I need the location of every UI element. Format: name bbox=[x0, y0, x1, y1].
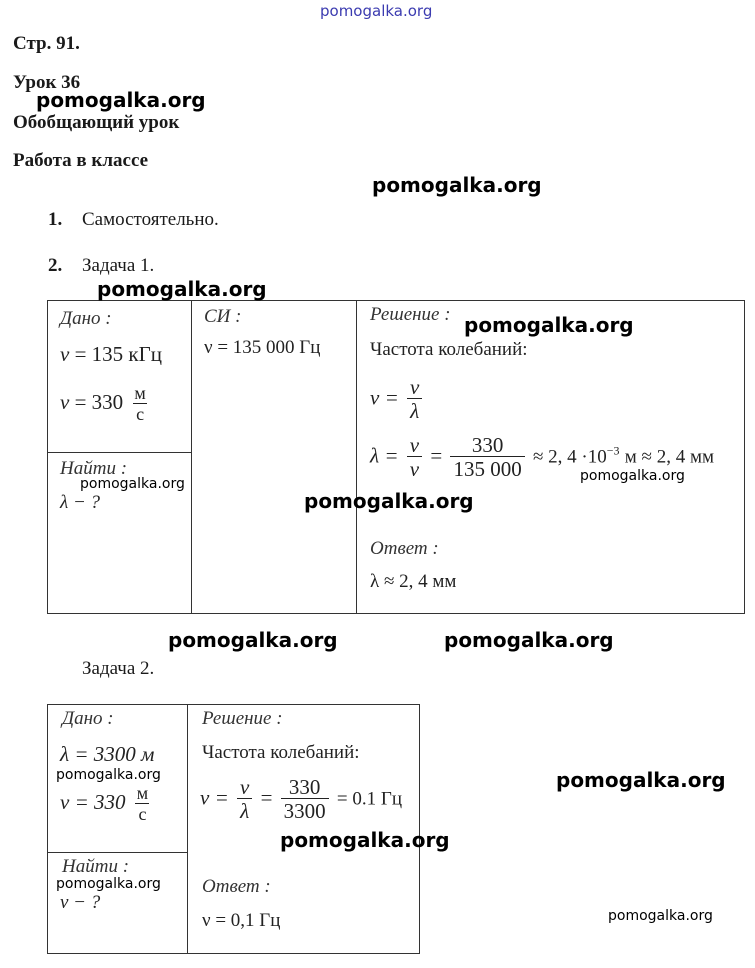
task1-formula-1 bbox=[370, 376, 425, 423]
task1-nu bbox=[60, 342, 162, 367]
task1-answer-value: λ ≈ 2, 4 мм bbox=[370, 571, 457, 592]
item2-number: 2. bbox=[48, 255, 63, 276]
task2-v-unit bbox=[134, 784, 151, 825]
watermark-top: pomogalka.org bbox=[320, 2, 433, 20]
formula2-lhs: λ = bbox=[370, 443, 399, 468]
formula2-den1: ν bbox=[407, 456, 422, 481]
formula2-approx: ≈ 2, 4 ·10 bbox=[532, 446, 607, 468]
watermark: pomogalka.org bbox=[608, 908, 713, 924]
task2-solution-label: Решение : bbox=[202, 708, 283, 729]
watermark: pomogalka.org bbox=[97, 277, 267, 301]
task2-find-label: Найти : bbox=[62, 856, 130, 877]
watermark: pomogalka.org bbox=[280, 828, 450, 852]
task2-lambda: λ = 3300 м bbox=[60, 742, 155, 766]
task1-given-divider bbox=[47, 452, 192, 453]
watermark: pomogalka.org bbox=[556, 768, 726, 792]
formula2-exp: −3 bbox=[606, 443, 620, 458]
item1-text: Самостоятельно. bbox=[82, 209, 219, 230]
task1-speed bbox=[60, 384, 152, 425]
lesson-title: Обобщающий урок bbox=[13, 112, 180, 133]
task1-si-value: ν = 135 000 Гц bbox=[204, 337, 321, 358]
task1-find-value: λ − ? bbox=[60, 492, 101, 513]
nu-symbol: ν bbox=[60, 342, 70, 366]
formula1-lhs: ν = bbox=[370, 385, 399, 410]
task2-divider bbox=[187, 704, 188, 953]
item1-number: 1. bbox=[48, 209, 63, 230]
formula1-den: λ bbox=[407, 398, 422, 423]
task2-answer-label: Ответ : bbox=[202, 876, 271, 897]
section-title: Работа в классе bbox=[13, 150, 149, 171]
task1-divider-1 bbox=[191, 300, 192, 613]
watermark: pomogalka.org bbox=[56, 767, 161, 783]
watermark: pomogalka.org bbox=[168, 628, 338, 652]
v-value: = 330 bbox=[74, 390, 124, 415]
formula2-fraction2 bbox=[450, 434, 524, 481]
watermark: pomogalka.org bbox=[372, 173, 542, 197]
task2-formula-eq: = bbox=[260, 785, 273, 810]
task2-unit-den: с bbox=[135, 803, 149, 825]
formula2-fraction1 bbox=[407, 434, 422, 481]
task2-answer-value: ν = 0,1 Гц bbox=[202, 910, 281, 931]
task2-formula-result: = 0.1 Гц bbox=[336, 788, 403, 810]
task2-find-value: ν − ? bbox=[60, 892, 101, 913]
task2-formula-num1: v bbox=[240, 775, 250, 799]
task2-formula-fraction1 bbox=[237, 776, 252, 823]
task1-answer-label: Ответ : bbox=[370, 538, 439, 559]
unit-den: с bbox=[133, 403, 147, 425]
task1-solution-label: Решение : bbox=[370, 304, 451, 325]
task2-formula-lhs: ν = bbox=[200, 785, 229, 810]
watermark: pomogalka.org bbox=[464, 313, 634, 337]
v-symbol: v bbox=[60, 390, 70, 415]
watermark: pomogalka.org bbox=[304, 489, 474, 513]
item2-text: Задача 1. bbox=[82, 255, 155, 276]
task1-find-label: Найти : bbox=[60, 458, 128, 479]
lesson-number: Урок 36 bbox=[13, 72, 81, 93]
formula2-num2: 330 bbox=[471, 433, 504, 457]
v-unit bbox=[131, 384, 148, 425]
formula1-fraction bbox=[407, 376, 422, 423]
task2-title: Задача 2. bbox=[82, 658, 155, 679]
formula1-num: v bbox=[410, 375, 420, 399]
task2-formula bbox=[200, 776, 402, 823]
task1-given-label: Дано : bbox=[60, 308, 112, 329]
task2-formula-fraction2 bbox=[281, 776, 329, 823]
watermark: pomogalka.org bbox=[36, 88, 206, 112]
page-number: Стр. 91. bbox=[13, 33, 80, 54]
task2-formula-num2: 330 bbox=[288, 775, 321, 799]
nu-value: = 135 кГц bbox=[74, 342, 163, 366]
watermark: pomogalka.org bbox=[56, 876, 161, 892]
unit-num: м bbox=[134, 383, 146, 403]
task2-v-value: v = 330 bbox=[60, 790, 126, 815]
task2-given-divider bbox=[47, 852, 188, 853]
task2-given-label: Дано : bbox=[62, 708, 114, 729]
watermark: pomogalka.org bbox=[444, 628, 614, 652]
task2-solution-text: Частота колебаний: bbox=[202, 742, 360, 763]
watermark: pomogalka.org bbox=[80, 476, 185, 492]
formula2-eq: = bbox=[430, 443, 443, 468]
task2-speed bbox=[60, 784, 154, 825]
watermark: pomogalka.org bbox=[580, 468, 685, 484]
formula2-num1: v bbox=[409, 433, 420, 457]
formula2-den2: 135 000 bbox=[450, 456, 524, 481]
task1-solution-text: Частота колебаний: bbox=[370, 339, 528, 360]
task2-unit-num: м bbox=[136, 783, 149, 803]
task2-formula-den2: 3300 bbox=[281, 798, 329, 823]
task1-divider-2 bbox=[356, 300, 357, 613]
formula2-tail: м ≈ 2, 4 мм bbox=[624, 446, 714, 468]
task1-si-label: СИ : bbox=[204, 306, 242, 327]
task2-formula-den1: λ bbox=[237, 798, 252, 823]
